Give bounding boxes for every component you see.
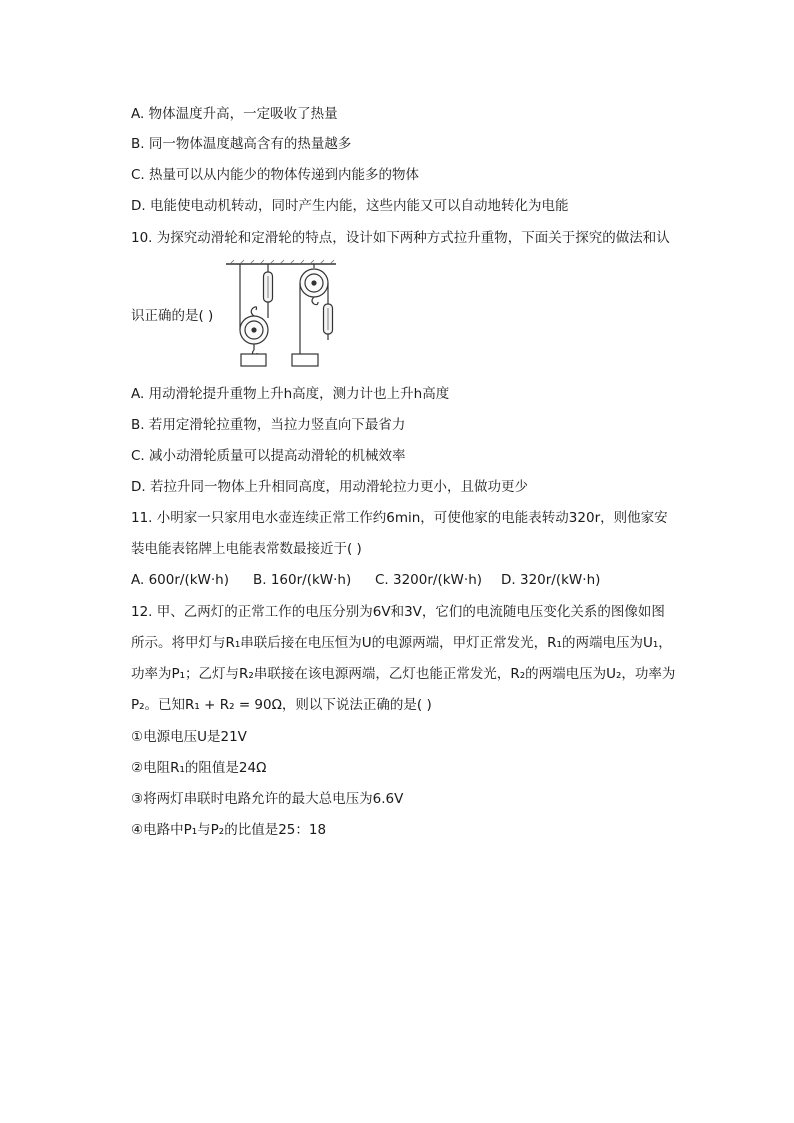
q12-statement-3: ③将两灯串联时电路允许的最大总电压为6.6V: [131, 791, 404, 807]
q10-stem-line1: 10. 为探究动滑轮和定滑轮的特点，设计如下两种方式拉升重物，下面关于探究的做法和认: [131, 230, 670, 246]
q11-choice-b: B. 160r/(kW·h): [253, 572, 352, 588]
q12-line2: 所示。将甲灯与R₁串联后接在电压恒为U的电源两端，甲灯正常发光，R₁的两端电压为U₁，: [131, 635, 672, 651]
q10-option-c: C. 减小动滑轮质量可以提高动滑轮的机械效率: [131, 448, 406, 464]
q12-line1: 12. 甲、乙两灯的正常工作的电压分别为6V和3V，它们的电流随电压变化关系的图像如图: [131, 604, 665, 620]
q9-option-b: B. 同一物体温度越高含有的热量越多: [131, 136, 352, 152]
q9-option-d: D. 电能使电动机转动，同时产生内能，这些内能又可以自动地转化为电能: [131, 198, 569, 214]
q12-line4: P₂。已知R₁ + R₂ = 90Ω，则以下说法正确的是( ): [131, 697, 432, 713]
q11-choice-a: A. 600r/(kW·h): [131, 572, 229, 588]
q10-stem-line2: 识正确的是( ): [131, 308, 214, 324]
pulley-figure: [226, 258, 338, 370]
q12-line3: 功率为P₁；乙灯与R₂串联接在该电源两端，乙灯也能正常发光，R₂的两端电压为U₂，功率为: [131, 666, 676, 682]
q11-stem-line2: 装电能表铭牌上电能表常数最接近于( ): [131, 541, 362, 557]
fixed-pulley: [292, 264, 333, 366]
q10-option-d: D. 若拉升同一物体上升相同高度，用动滑轮拉力更小，且做功更少: [131, 479, 528, 495]
q12-statement-2: ②电阻R₁的阻值是24Ω: [131, 760, 267, 776]
q10-option-b: B. 若用定滑轮拉重物，当拉力竖直向下最省力: [131, 417, 406, 433]
q12-statement-1: ①电源电压U是21V: [131, 729, 247, 745]
q11-stem-line1: 11. 小明家一只家用电水壶连续正常工作约6min，可使他家的电能表转动320r，则他家安: [131, 510, 668, 526]
q9-option-a: A. 物体温度升高，一定吸收了热量: [131, 106, 338, 122]
q11-choices: [131, 570, 600, 590]
q11-choice-c: C. 3200r/(kW·h): [375, 572, 483, 588]
q10-option-a: A. 用动滑轮提升重物上升h高度，测力计也上升h高度: [131, 386, 450, 402]
movable-pulley: [240, 264, 273, 366]
q12-statement-4: ④电路中P₁与P₂的比值是25：18: [131, 822, 327, 838]
q9-option-c: C. 热量可以从内能少的物体传递到内能多的物体: [131, 167, 420, 183]
q11-choice-d: D. 320r/(kW·h): [501, 572, 601, 588]
